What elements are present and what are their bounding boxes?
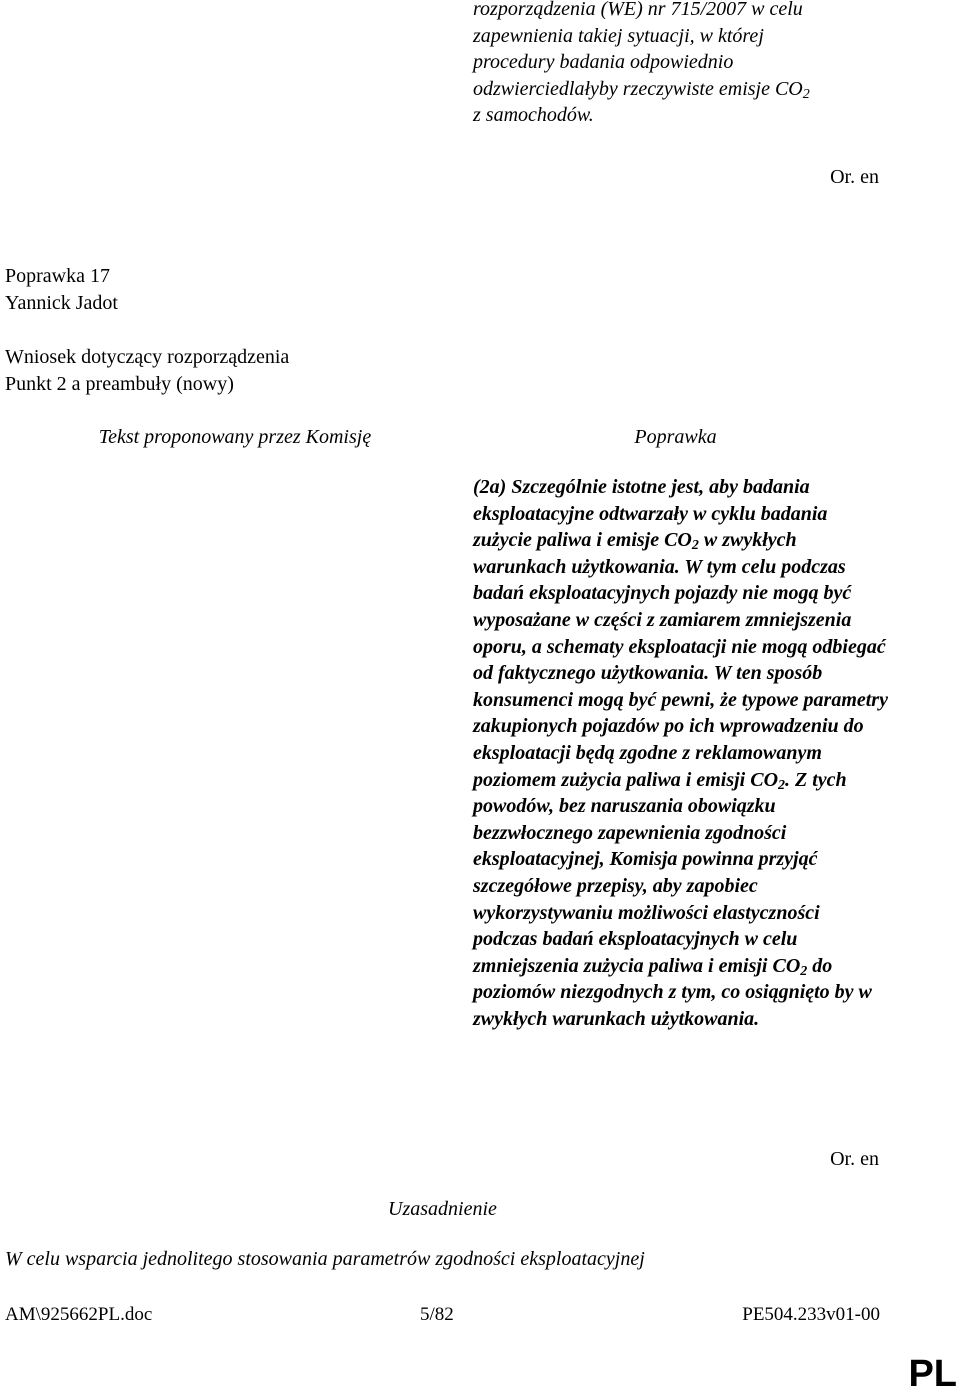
- amendment-number: Poprawka 17: [5, 265, 110, 287]
- justification-text: W celu wsparcia jednolitego stosowania parametrów zgodności eksploatacyjnej: [5, 1248, 645, 1270]
- footer-document-reference: PE504.233v01-00: [742, 1304, 880, 1325]
- amendment-text: (2a) Szczególnie istotne jest, aby badania eksploatacyjne odtwarzały w cyklu badania zużycie paliwa i emisje $CO_2$ w zwykłych warunkach użytkowania. W tym celu podczas badań eksploatacyjnych pojazdy nie mogą być wyposażane w części z zamiarem zmniejszenia oporu, a schematy eksploatacji nie mogą odbiegać od faktycznego użytkowania. W ten sposób konsumenci mogą być pewni, że typowe parametry zakupionych pojazdów po ich wprowadzeniu do eksploatacji będą zgodne z reklamowanym poziomem zużycia paliwa i emisji $CO_2$. Z tych powodów, bez naruszania obowiązku bezzwłocznego zapewnienia zgodności eksploatacyjnej, Komisja powinna przyjąć szczegółowe przepisy, aby zapobiec wykorzystywaniu możliwości elastyczności podczas badań eksploatacyjnych w celu zmniejszenia zużycia paliwa i emisji $CO_2$ do poziomów niezgodnych z tym, co osiągnięto by w zwykłych warunkach użytkowania.: [473, 476, 888, 1030]
- justification-heading: Uzasadnienie: [388, 1198, 497, 1220]
- amended-point: Punkt 2 a preambuły (nowy): [5, 373, 234, 395]
- footer: [5, 1304, 880, 1334]
- fragment-line: rozporządzenia (WE) nr 715/2007 w celu: [473, 0, 803, 20]
- fragment-line: odzwierciedlałyby rzeczywiste emisje $CO_2$: [473, 77, 810, 102]
- original-language-label: Or. en: [830, 1148, 879, 1170]
- original-language-label: Or. en: [830, 166, 879, 188]
- fragment-line: procedury badania odpowiednio: [473, 51, 734, 73]
- column-header-commission-text: Tekst proponowany przez Komisję: [98, 426, 372, 448]
- footer-file-name: AM\925662PL.doc: [5, 1304, 153, 1325]
- footer-page-number: 5/82: [420, 1304, 454, 1325]
- fragment-line: zapewnienia takiej sytuacji, w której: [473, 24, 764, 47]
- footer-language-code: PL: [908, 1353, 957, 1395]
- fragment-line: z samochodów.: [473, 104, 594, 126]
- previous-amendment-fragment: [473, 0, 913, 129]
- column-header-amendment: Poprawka: [634, 426, 717, 448]
- amendment-author: Yannick Jadot: [5, 292, 118, 314]
- proposal-title: Wniosek dotyczący rozporządzenia: [5, 346, 290, 368]
- amendment-header: [5, 263, 289, 398]
